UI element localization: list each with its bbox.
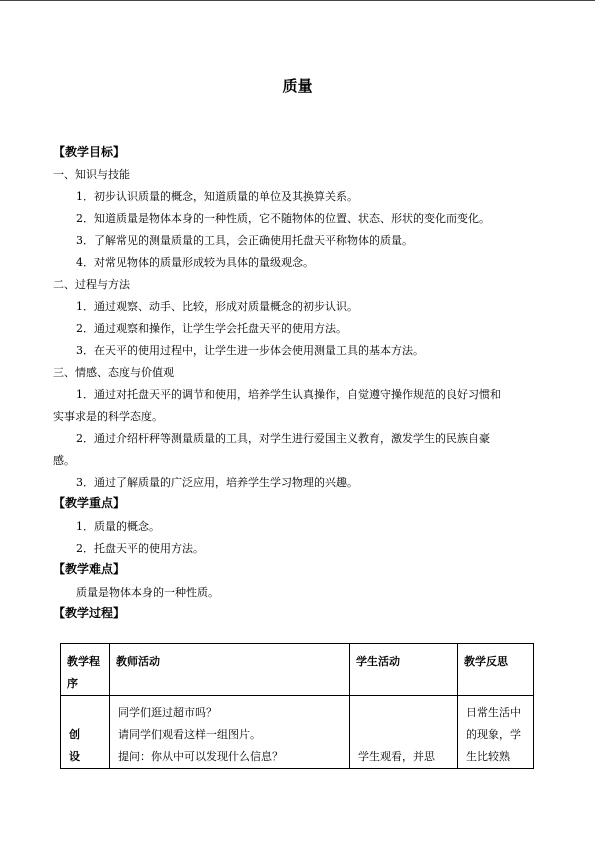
teacher-activity-line: 请同学们观看这样一组图片。 [118, 728, 261, 741]
column-header-reflection: 教学反思 [458, 644, 534, 696]
objective-item: 2．通过观察和操作，让学生学会托盘天平的使用方法。 [76, 322, 347, 335]
objective-item-continued: 感。 [53, 454, 75, 467]
column-header-procedure: 教学程序 [61, 644, 110, 696]
objective-item: 3．通过了解质量的广泛应用，培养学生学习物理的兴趣。 [76, 476, 358, 489]
teacher-activity-line: 同学们逛过超市吗？ [118, 706, 217, 719]
step-label: 设 [69, 750, 80, 763]
teacher-activity-cell [110, 696, 350, 769]
section-label: 一、知识与技能 [53, 168, 130, 181]
objective-item: 1．通过观察、动手、比较，形成对质量概念的初步认识。 [76, 300, 358, 313]
column-header-student: 学生活动 [350, 644, 458, 696]
student-activity-line [358, 724, 451, 746]
table-row [61, 696, 534, 769]
process-heading: 【教学过程】 [53, 606, 126, 620]
step-label: 创 [69, 728, 80, 741]
reflection-line: 的现象，学 [466, 728, 521, 741]
section-label: 二、过程与方法 [53, 278, 130, 291]
page-top-rule [0, 0, 595, 1]
objective-item: 2．通过介绍杆秤等测量质量的工具，对学生进行爱国主义教育，激发学生的民族自豪 [76, 432, 490, 445]
objective-item: 1．通过对托盘天平的调节和使用，培养学生认真操作，自觉遵守操作规范的良好习惯和 [76, 388, 501, 401]
student-activity-cell [350, 696, 458, 769]
teacher-activity-line: 提问：你从中可以发现什么信息？ [118, 750, 283, 763]
difficulties-heading: 【教学难点】 [53, 562, 126, 576]
key-point-item: 2．托盘天平的使用方法。 [76, 542, 204, 555]
student-activity-line: 学生观看，并思 [358, 750, 435, 763]
objective-item-continued: 实事求是的科学态度。 [53, 410, 163, 423]
objective-item: 4．对常见物体的质量形成较为具体的量级观念。 [76, 256, 314, 269]
objective-item: 3．了解常见的测量质量的工具，会正确使用托盘天平称物体的质量。 [76, 234, 413, 247]
column-header-teacher: 教师活动 [110, 644, 350, 696]
reflection-cell [458, 696, 534, 769]
objective-item: 2．知道质量是物体本身的一种性质，它不随物体的位置、状态、形状的变化而变化。 [76, 212, 490, 225]
reflection-line: 生比较熟 [466, 750, 510, 763]
objective-item: 3．在天平的使用过程中，让学生进一步体会使用测量工具的基本方法。 [76, 344, 424, 357]
key-point-item: 1．质量的概念。 [76, 520, 160, 533]
process-table [60, 643, 534, 769]
key-points-heading: 【教学重点】 [53, 496, 126, 510]
student-activity-line [358, 702, 451, 724]
objectives-heading: 【教学目标】 [53, 145, 126, 159]
step-cell [61, 696, 110, 769]
objective-item: 1．初步认识质量的概念，知道质量的单位及其换算关系。 [76, 190, 358, 203]
difficulty-text: 质量是物体本身的一种性质。 [76, 586, 219, 599]
reflection-line: 日常生活中 [466, 706, 521, 719]
table-header-row [61, 644, 534, 696]
section-label: 三、情感、态度与价值观 [53, 366, 174, 379]
page-title: 质量 [282, 77, 313, 95]
